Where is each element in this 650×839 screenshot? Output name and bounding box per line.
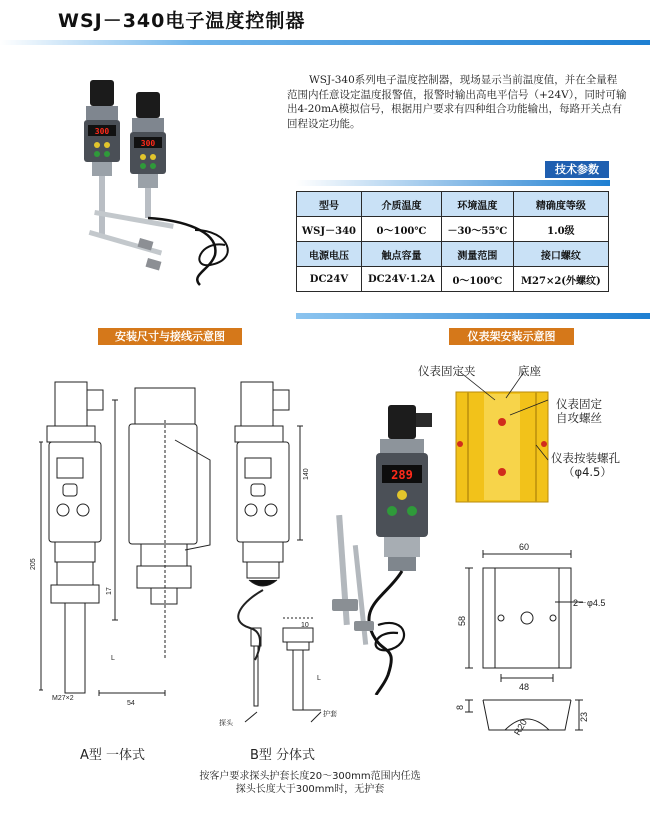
table-header-cell: 环境温度 — [442, 192, 514, 217]
dim-17: 17 — [106, 587, 113, 595]
svg-text:300: 300 — [94, 127, 110, 136]
dim-58: 58 — [457, 615, 467, 626]
dim-205: 205 — [30, 558, 37, 570]
caption-a-type: A型 一体式 — [80, 748, 146, 763]
a-type-drawing — [39, 382, 165, 696]
table-row — [297, 192, 609, 217]
specs-table — [296, 191, 609, 292]
device-display-value: 289 — [391, 468, 413, 482]
caption-b-type: B型 分体式 — [250, 748, 316, 763]
dim-r20: R20 — [512, 717, 529, 737]
dim-140: 140 — [303, 468, 310, 480]
table-cell: －30～55℃ — [442, 217, 514, 242]
dim-10: 10 — [301, 622, 309, 629]
label-fix: 仪表固定 — [556, 397, 602, 411]
table-cell: DC24V·1.2A — [361, 267, 441, 292]
button-up-icon — [397, 490, 407, 500]
table-header-cell: 介质温度 — [361, 192, 441, 217]
dim-l-a: L — [111, 655, 115, 662]
dim-23: 23 — [579, 711, 589, 722]
dim-holes: 2－φ4.5 — [573, 598, 606, 608]
label-screw: 自攻螺丝 — [556, 411, 602, 425]
sleeve-label: 护套 — [323, 711, 337, 718]
table-cell: 0～100℃ — [442, 267, 514, 292]
table-header-cell: 测量范围 — [442, 242, 514, 267]
table-cell: 1.0级 — [513, 217, 608, 242]
table-row — [297, 242, 609, 267]
dim-m27: M27×2 — [52, 695, 74, 702]
table-header-cell: 电源电压 — [297, 242, 362, 267]
table-cell: DC24V — [297, 267, 362, 292]
label-hole: 仪表按装螺孔 — [551, 451, 620, 465]
button-right-icon — [407, 506, 417, 516]
probe-label: 探头 — [219, 720, 233, 727]
title-underline — [0, 40, 650, 45]
specs-divider — [296, 180, 610, 186]
page-title: WSJ－340电子温度控制器 — [58, 10, 306, 32]
table-cell: WSJ－340 — [297, 217, 362, 242]
installation-heading: 安装尺寸与接线示意图 — [98, 328, 242, 345]
specs-heading: 技术参数 — [545, 161, 609, 178]
dim-8: 8 — [455, 704, 465, 710]
table-cell: M27×2(外螺纹) — [513, 267, 608, 292]
bracket-heading: 仪表架安装示意图 — [449, 328, 574, 345]
bracket-dimension-drawing — [455, 540, 650, 740]
product-photo — [40, 70, 280, 295]
section-divider — [296, 313, 650, 319]
dim-l-b: L — [317, 675, 321, 682]
svg-text:300: 300 — [140, 139, 156, 148]
label-clamp: 仪表固定夹 — [418, 364, 476, 378]
table-row — [297, 217, 609, 242]
button-left-icon — [387, 506, 397, 516]
table-header-cell: 精确度等级 — [513, 192, 608, 217]
table-header-cell: 型号 — [297, 192, 362, 217]
table-header-cell: 触点容量 — [361, 242, 441, 267]
dim-48: 48 — [519, 682, 530, 692]
note-line-2: 探头长度大于300mm时，无护套 — [235, 784, 385, 795]
table-cell: 0～100℃ — [361, 217, 441, 242]
mounted-device-photo — [318, 395, 458, 695]
note-line-1: 按客户要求探头护套长度20～300mm范围内任选 — [199, 771, 421, 782]
intro-paragraph: WSJ-340系列电子温度控制器，现场显示当前温度值，并在全量程范围内任意设定温度报警值，报警时输出高电平信号（+24V），同时可输出4-20mA模拟信号，根据用户要求有四种组合功能输出，每路开关点有回程设定功能。 — [287, 74, 627, 130]
length-note — [150, 770, 470, 796]
table-header-cell: 接口螺纹 — [513, 242, 608, 267]
side-view-drawing — [129, 388, 210, 604]
label-hole-size: （φ4.5） — [563, 465, 612, 479]
b-type-drawing — [235, 382, 321, 722]
table-row — [297, 267, 609, 292]
dim-60: 60 — [519, 542, 530, 552]
dim-54: 54 — [127, 700, 135, 707]
label-base: 底座 — [518, 364, 541, 378]
installation-drawing — [25, 360, 360, 745]
